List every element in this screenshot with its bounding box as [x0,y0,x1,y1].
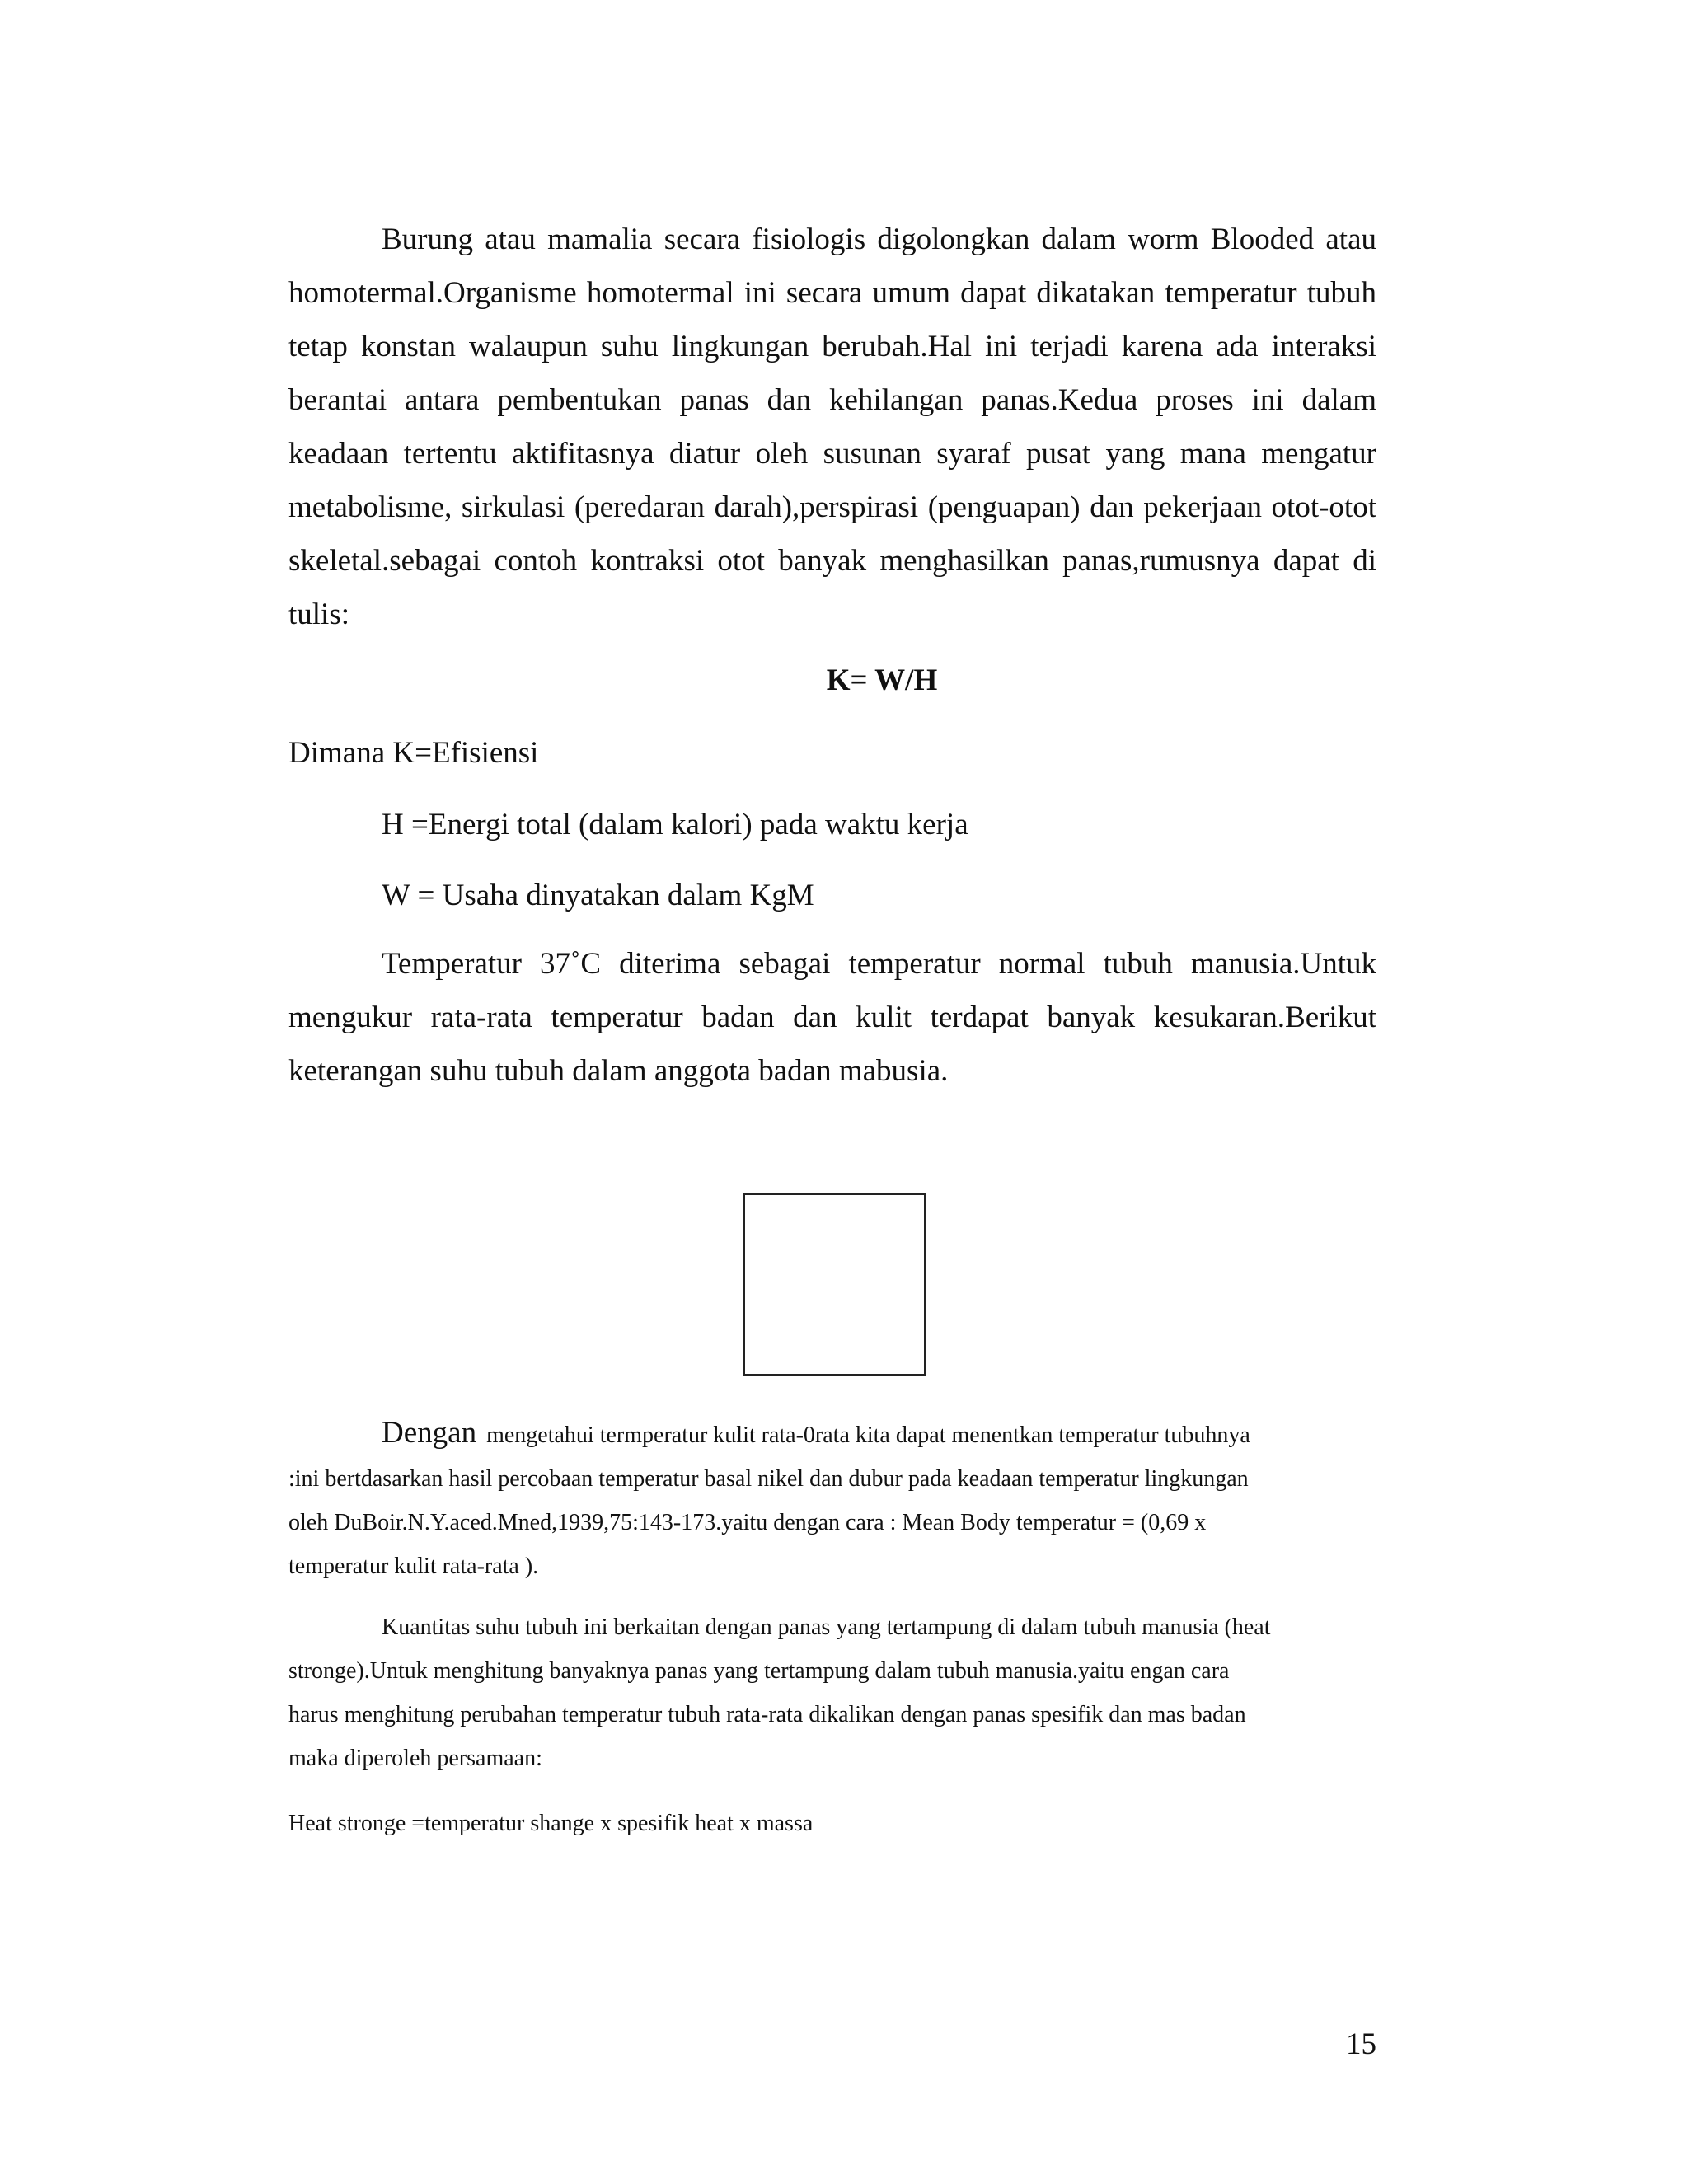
paragraph-2-text: Temperatur 37˚C diterima sebagai temperatur normal tubuh manusia.Untuk mengukur rata-rata temperatur badan dan kulit terdapat banyak kesukaran.Berikut keterangan suhu tubuh dalam anggota badan mabusia. [288,947,1376,1088]
paragraph-3-line-3: oleh DuBoir.N.Y.aced.Mned,1939,75:143-173.yaitu dengan cara : Mean Body temperatur = (0,69 x [288,1510,1207,1535]
paragraph-3-lead-word: Dengan [382,1416,477,1450]
paragraph-4-line-1: Kuantitas suhu tubuh ini berkaitan dengan panas yang tertampung di dalam tubuh manusia (heat [382,1615,1271,1640]
paragraph-3-line-1-text: mengetahui termperatur kulit rata-0rata kita dapat menentkan temperatur tubuhnya [486,1422,1250,1448]
paragraph-1-text: Burung atau mamalia secara fisiologis digolongkan dalam worm Blooded atau homotermal.Organisme homotermal ini secara umum dapat dikatakan temperatur tubuh tetap konstan walaupun suhu lingkungan berubah.Hal ini terjadi karena ada interaksi berantai antara pembentukan panas dan kehilangan panas.Kedua proses ini dalam keadaan tertentu aktifitasnya diatur oleh susunan syaraf pusat yang mana mengatur metabolisme, sirkulasi (peredaran darah),perspirasi (penguapan) dan pekerjaan otot-otot skeletal.sebagai contoh kontraksi otot banyak menghasilkan panas,rumusnya dapat di tulis: [288,223,1376,631]
page-number: 15 [1346,2027,1376,2061]
paragraph-mean-body-temperature [288,1411,1409,1588]
definition-k: Dimana K=Efisiensi [288,736,539,770]
paragraph-3-line-4: temperatur kulit rata-rata ). [288,1554,539,1579]
paragraph-temperature [288,937,1376,1098]
definition-h: H =Energi total (dalam kalori) pada waktu kerja [382,808,968,841]
paragraph-3-line-1 [288,1411,1409,1457]
paragraph-4-line-2: stronge).Untuk menghitung banyaknya panas yang tertampung dalam tubuh manusia.yaitu engan cara [288,1658,1230,1684]
paragraph-3-line-2: :ini bertdasarkan hasil percobaan temperatur basal nikel dan dubur pada keadaan temperatur lingkungan [288,1466,1249,1492]
paragraph-homothermal [288,213,1376,641]
figure-placeholder-box [743,1193,926,1376]
paragraph-4-line-3: harus menghitung perubahan temperatur tubuh rata-rata dikalikan dengan panas spesifik dan mas badan [288,1702,1246,1727]
paragraph-heat-storage [288,1605,1409,1780]
definition-w: W = Usaha dinyatakan dalam KgM [382,879,814,912]
paragraph-4-line-4: maka diperoleh persamaan: [288,1746,542,1771]
heat-storage-formula: Heat stronge =temperatur shange x spesifik heat x massa [288,1811,814,1836]
formula-efficiency: K= W/H [826,663,938,697]
